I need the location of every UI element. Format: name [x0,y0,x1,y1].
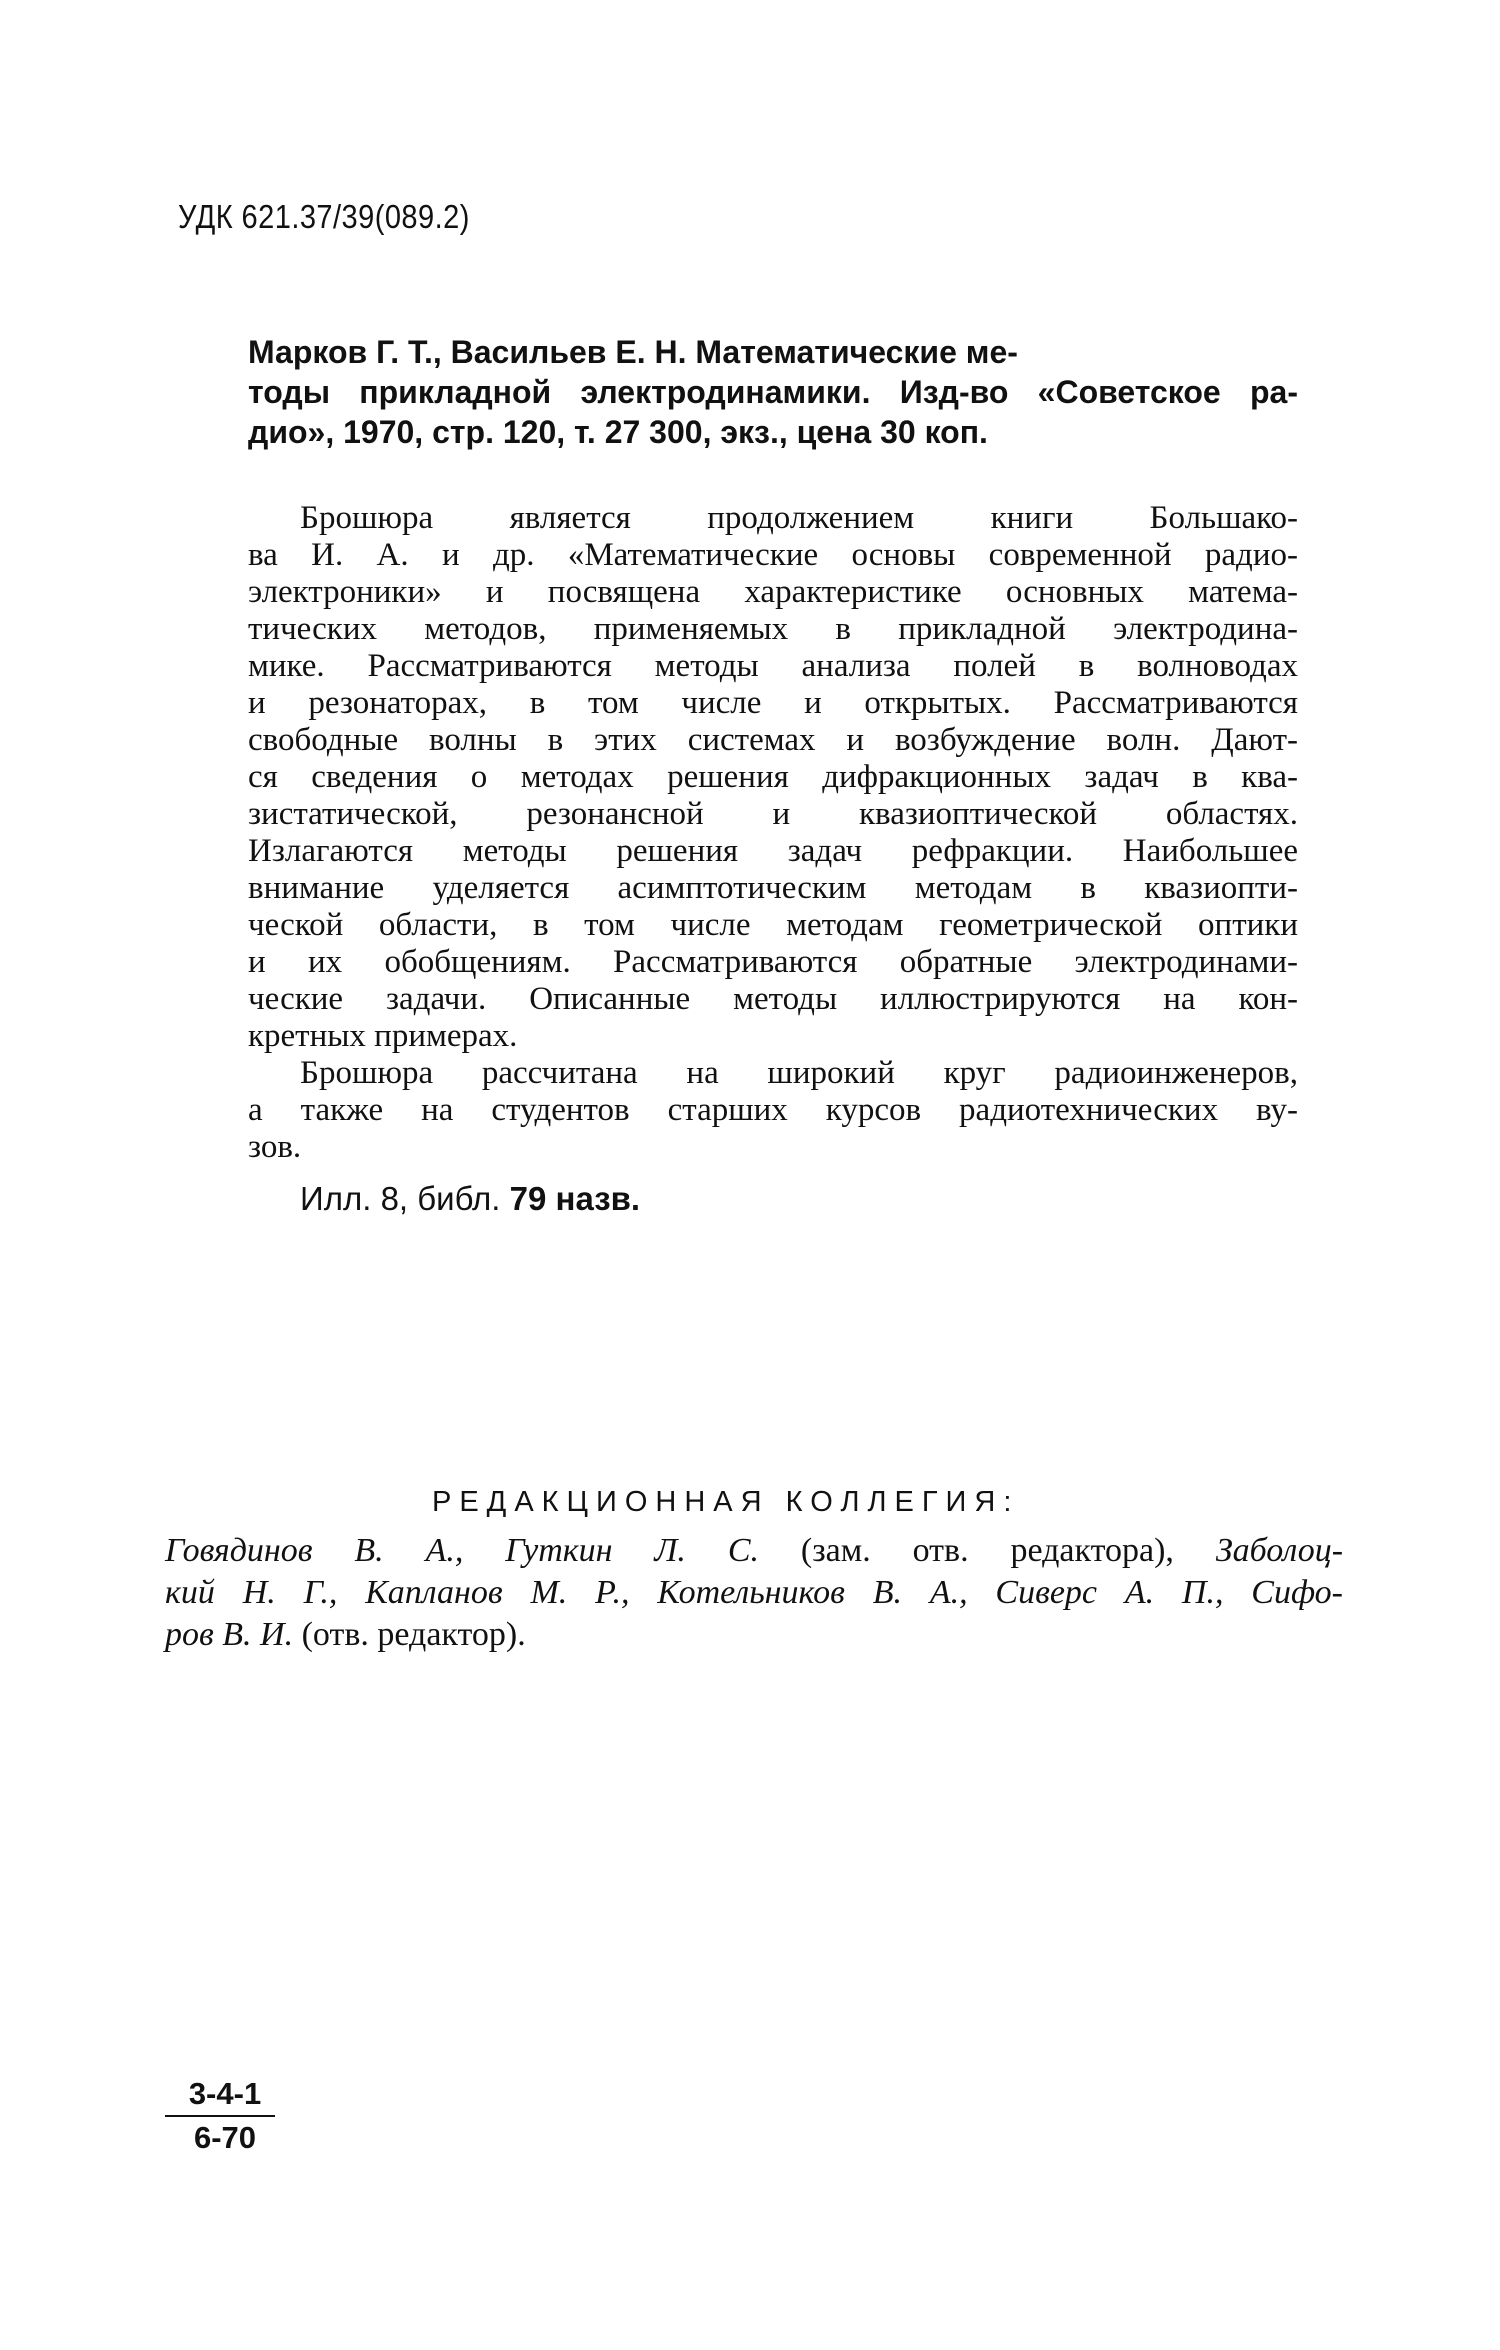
abstract-line: зистатической, резонансной и квазиоптической областях. [248,796,1298,832]
index-denominator: 6-70 [193,2120,257,2155]
board-names: Говядинов В. А., Гуткин Л. С. [165,1532,759,1569]
citation-line: Марков Г. Т., Васильев Е. Н. Математические ме- [248,334,1018,370]
abstract-line: тических методов, применяемых в прикладной электродина- [248,611,1298,647]
abstract-line: и резонаторах, в том числе и открытых. Рассматриваются [248,685,1298,721]
abstract-line: а также на студентов старших курсов радиотехнических ву- [248,1092,1298,1128]
board-names: кий Н. Г., Капланов М. Р., Котельников В. А., Сиверс А. П., Сифо- [165,1574,1343,1611]
editorial-board-line [165,1572,1343,1614]
bibl-label: библ. [417,1180,501,1217]
abstract-line: мике. Рассматриваются методы анализа полей в волноводах [248,648,1298,684]
abstract-line: кретных примерах. [248,1018,518,1054]
editorial-board-line [165,1614,526,1656]
board-role: (зам. отв. редактора), [759,1532,1216,1569]
board-role: (отв. редактор). [293,1616,526,1653]
abstract-line: ческой области, в том числе методам геометрической оптики [248,907,1298,943]
abstract-line: зов. [248,1129,302,1165]
bibl-count: 79 [509,1180,547,1217]
abstract-line: ся сведения о методах решения дифракционных задач в ква- [248,759,1298,795]
illustrations-bibliography-note [300,1180,640,1218]
board-names: ров В. И. [165,1616,294,1653]
board-names: Заболоц- [1215,1532,1344,1569]
abstract-line: электроники» и посвящена характеристике основных матема- [248,574,1298,610]
abstract-line: свободные волны в этих системах и возбуждение волн. Дают- [248,722,1298,758]
bibl-suffix: назв. [555,1180,641,1217]
abstract-line: ческие задачи. Описанные методы иллюстрируются на кон- [248,981,1298,1017]
index-fraction-bar [165,2115,275,2117]
abstract-line: внимание уделяется асимптотическим методам в квазиопти- [248,870,1298,906]
citation-line: дио», 1970, стр. 120, т. 27 300, экз., цена 30 коп. [248,414,988,450]
ill-count: 8, [380,1180,409,1217]
publication-index [175,2075,275,2157]
citation-line: тоды прикладной электродинамики. Изд-во «Советское ра- [248,374,1298,410]
editorial-board-line [165,1530,1343,1572]
abstract-line: Излагаются методы решения задач рефракции. Наибольшее [248,833,1298,869]
abstract-line: и их обобщениям. Рассматриваются обратные электродинами- [248,944,1298,980]
index-numerator: 3-4-1 [188,2076,262,2111]
editorial-board-heading: РЕДАКЦИОННАЯ КОЛЛЕГИЯ: [432,1486,1020,1518]
ill-prefix: Илл. [300,1180,372,1217]
abstract-line: Брошюра рассчитана на широкий круг радиоинженеров, [300,1055,1298,1091]
abstract-line: ва И. А. и др. «Математические основы современной радио- [248,537,1298,573]
abstract-line: Брошюра является продолжением книги Большако- [300,500,1298,536]
udk-code: УДК 621.37/39(089.2) [178,198,470,235]
